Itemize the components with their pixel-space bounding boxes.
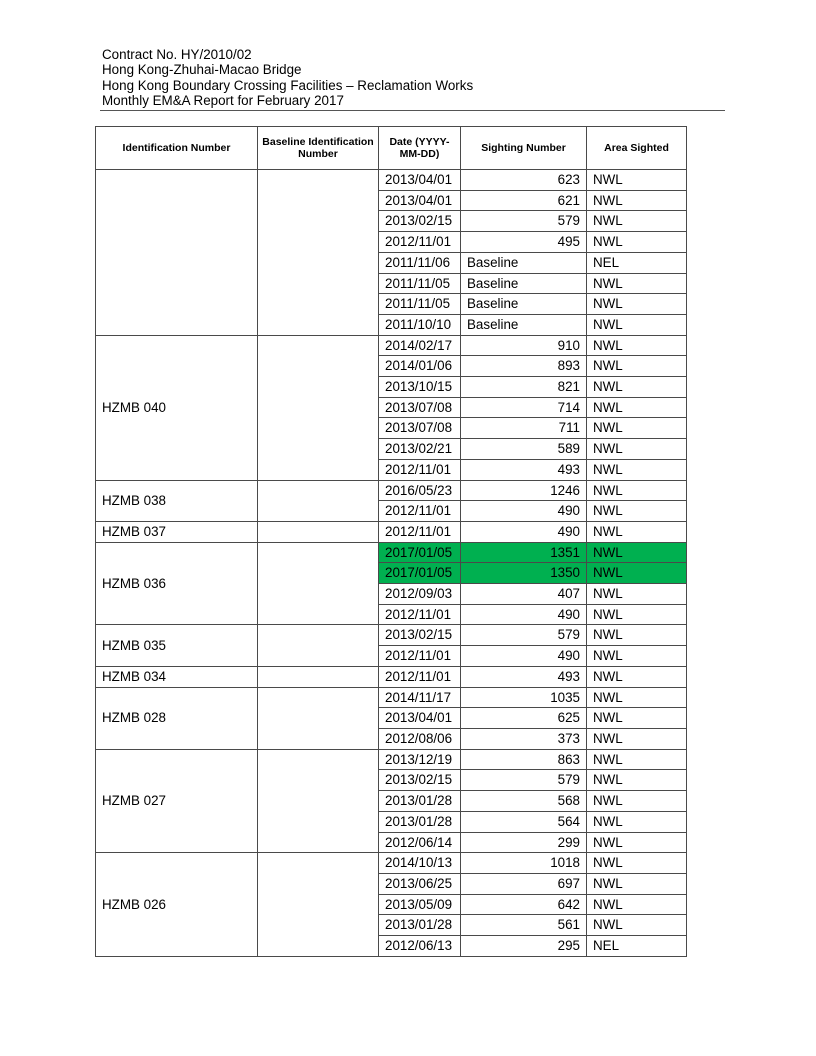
area-sighted-cell: NWL (587, 708, 687, 729)
sighting-number-cell: 579 (461, 625, 587, 646)
date-cell: 2011/10/10 (379, 314, 461, 335)
table-row (96, 687, 687, 708)
sighting-number-cell: 625 (461, 708, 587, 729)
baseline-identification-cell (258, 749, 379, 853)
area-sighted-cell: NWL (587, 873, 687, 894)
sighting-number-cell: 373 (461, 728, 587, 749)
date-cell: 2012/11/01 (379, 501, 461, 522)
identification-number-cell: HZMB 035 (96, 625, 258, 666)
baseline-identification-cell (258, 170, 379, 336)
sighting-number-cell: 589 (461, 439, 587, 460)
area-sighted-cell: NWL (587, 170, 687, 191)
date-cell: 2014/11/17 (379, 687, 461, 708)
date-cell: 2013/04/01 (379, 170, 461, 191)
sighting-number-cell: Baseline (461, 294, 587, 315)
date-cell: 2011/11/06 (379, 252, 461, 273)
baseline-identification-cell (258, 625, 379, 666)
date-cell: 2013/05/09 (379, 894, 461, 915)
table-row (96, 170, 687, 191)
date-cell: 2011/11/05 (379, 294, 461, 315)
table-row (96, 749, 687, 770)
identification-number-cell: HZMB 036 (96, 542, 258, 625)
date-cell: 2013/02/15 (379, 211, 461, 232)
area-sighted-cell: NWL (587, 563, 687, 584)
date-cell: 2012/11/01 (379, 666, 461, 687)
area-sighted-cell: NWL (587, 915, 687, 936)
baseline-identification-cell (258, 335, 379, 480)
baseline-identification-cell (258, 853, 379, 957)
sighting-number-cell: 568 (461, 791, 587, 812)
baseline-identification-cell (258, 542, 379, 625)
sighting-number-cell: 1035 (461, 687, 587, 708)
sighting-number-cell: 821 (461, 377, 587, 398)
area-sighted-cell: NWL (587, 542, 687, 563)
date-cell: 2012/08/06 (379, 728, 461, 749)
facility-name: Hong Kong Boundary Crossing Facilities – Reclamation Works (102, 77, 474, 93)
area-sighted-cell: NWL (587, 232, 687, 253)
table-body (96, 170, 687, 957)
sighting-number-cell: 495 (461, 232, 587, 253)
area-sighted-cell: NWL (587, 439, 687, 460)
sightings-table (95, 126, 687, 957)
date-cell: 2013/01/28 (379, 791, 461, 812)
sighting-number-cell: 490 (461, 604, 587, 625)
sighting-number-cell: Baseline (461, 273, 587, 294)
date-cell: 2014/01/06 (379, 356, 461, 377)
sighting-number-cell: 493 (461, 666, 587, 687)
column-header-baseline-identification-number: Baseline Identification Number (258, 127, 379, 170)
sighting-number-cell: 863 (461, 749, 587, 770)
date-cell: 2013/07/08 (379, 397, 461, 418)
area-sighted-cell: NWL (587, 335, 687, 356)
sighting-number-cell: 910 (461, 335, 587, 356)
date-cell: 2013/06/25 (379, 873, 461, 894)
sighting-number-cell: Baseline (461, 314, 587, 335)
area-sighted-cell: NWL (587, 314, 687, 335)
area-sighted-cell: NWL (587, 728, 687, 749)
area-sighted-cell: NWL (587, 646, 687, 667)
area-sighted-cell: NWL (587, 584, 687, 605)
date-cell: 2012/06/14 (379, 832, 461, 853)
area-sighted-cell: NWL (587, 832, 687, 853)
area-sighted-cell: NWL (587, 480, 687, 501)
sighting-number-cell: 299 (461, 832, 587, 853)
column-header-area-sighted: Area Sighted (587, 127, 687, 170)
sighting-number-cell: 490 (461, 646, 587, 667)
date-cell: 2011/11/05 (379, 273, 461, 294)
date-cell: 2013/02/21 (379, 439, 461, 460)
area-sighted-cell: NWL (587, 211, 687, 232)
date-cell: 2012/11/01 (379, 232, 461, 253)
date-cell: 2012/11/01 (379, 521, 461, 542)
date-cell: 2014/10/13 (379, 853, 461, 874)
area-sighted-cell: NWL (587, 811, 687, 832)
area-sighted-cell: NWL (587, 604, 687, 625)
date-cell: 2016/05/23 (379, 480, 461, 501)
column-header-identification-number: Identification Number (96, 127, 258, 170)
area-sighted-cell: NWL (587, 687, 687, 708)
area-sighted-cell: NWL (587, 749, 687, 770)
sighting-number-cell: 893 (461, 356, 587, 377)
baseline-identification-cell (258, 521, 379, 542)
column-header-date: Date (YYYY-MM-DD) (379, 127, 461, 170)
report-title: Monthly EM&A Report for February 2017 (102, 93, 344, 109)
area-sighted-cell: NWL (587, 377, 687, 398)
sighting-number-cell: 407 (461, 584, 587, 605)
date-cell: 2012/09/03 (379, 584, 461, 605)
sighting-number-cell: 642 (461, 894, 587, 915)
sighting-number-cell: 711 (461, 418, 587, 439)
table-header-row (96, 127, 687, 170)
area-sighted-cell: NWL (587, 356, 687, 377)
baseline-identification-cell (258, 687, 379, 749)
sighting-number-cell: 564 (461, 811, 587, 832)
identification-number-cell: HZMB 028 (96, 687, 258, 749)
sighting-number-cell: 579 (461, 770, 587, 791)
date-cell: 2013/01/28 (379, 811, 461, 832)
area-sighted-cell: NWL (587, 770, 687, 791)
sighting-number-cell: 490 (461, 521, 587, 542)
date-cell: 2013/07/08 (379, 418, 461, 439)
area-sighted-cell: NWL (587, 791, 687, 812)
area-sighted-cell: NWL (587, 666, 687, 687)
area-sighted-cell: NEL (587, 936, 687, 957)
date-cell: 2017/01/05 (379, 542, 461, 563)
sighting-number-cell: 579 (461, 211, 587, 232)
table-row (96, 625, 687, 646)
table-row (96, 480, 687, 501)
column-header-sighting-number: Sighting Number (461, 127, 587, 170)
identification-number-cell (96, 170, 258, 336)
sighting-number-cell: 561 (461, 915, 587, 936)
sighting-number-cell: 295 (461, 936, 587, 957)
area-sighted-cell: NWL (587, 418, 687, 439)
date-cell: 2013/01/28 (379, 915, 461, 936)
date-cell: 2013/04/01 (379, 190, 461, 211)
sighting-number-cell: 714 (461, 397, 587, 418)
date-cell: 2012/11/01 (379, 604, 461, 625)
sighting-number-cell: 1246 (461, 480, 587, 501)
sighting-number-cell: 697 (461, 873, 587, 894)
contract-number: Contract No. HY/2010/02 (102, 47, 252, 62)
sighting-number-cell: Baseline (461, 252, 587, 273)
identification-number-cell: HZMB 034 (96, 666, 258, 687)
table-row (96, 521, 687, 542)
area-sighted-cell: NWL (587, 294, 687, 315)
date-cell: 2012/06/13 (379, 936, 461, 957)
date-cell: 2013/10/15 (379, 377, 461, 398)
area-sighted-cell: NWL (587, 190, 687, 211)
date-cell: 2014/02/17 (379, 335, 461, 356)
table-row (96, 542, 687, 563)
sighting-number-cell: 621 (461, 190, 587, 211)
sighting-number-cell: 1350 (461, 563, 587, 584)
sighting-number-cell: 493 (461, 459, 587, 480)
area-sighted-cell: NWL (587, 894, 687, 915)
project-name: Hong Kong-Zhuhai-Macao Bridge (102, 62, 302, 78)
date-cell: 2013/02/15 (379, 770, 461, 791)
area-sighted-cell: NWL (587, 397, 687, 418)
area-sighted-cell: NWL (587, 273, 687, 294)
sighting-number-cell: 623 (461, 170, 587, 191)
table-row (96, 335, 687, 356)
sighting-number-cell: 1018 (461, 853, 587, 874)
identification-number-cell: HZMB 038 (96, 480, 258, 521)
table-row (96, 666, 687, 687)
date-cell: 2012/11/01 (379, 459, 461, 480)
date-cell: 2012/11/01 (379, 646, 461, 667)
report-header (102, 47, 722, 109)
area-sighted-cell: NWL (587, 501, 687, 522)
identification-number-cell: HZMB 026 (96, 853, 258, 957)
header-divider (100, 110, 725, 111)
sighting-number-cell: 1351 (461, 542, 587, 563)
baseline-identification-cell (258, 666, 379, 687)
date-cell: 2013/12/19 (379, 749, 461, 770)
area-sighted-cell: NWL (587, 853, 687, 874)
date-cell: 2013/02/15 (379, 625, 461, 646)
identification-number-cell: HZMB 040 (96, 335, 258, 480)
table-row (96, 853, 687, 874)
date-cell: 2013/04/01 (379, 708, 461, 729)
area-sighted-cell: NEL (587, 252, 687, 273)
area-sighted-cell: NWL (587, 625, 687, 646)
area-sighted-cell: NWL (587, 459, 687, 480)
baseline-identification-cell (258, 480, 379, 521)
sighting-number-cell: 490 (461, 501, 587, 522)
date-cell: 2017/01/05 (379, 563, 461, 584)
identification-number-cell: HZMB 027 (96, 749, 258, 853)
area-sighted-cell: NWL (587, 521, 687, 542)
identification-number-cell: HZMB 037 (96, 521, 258, 542)
